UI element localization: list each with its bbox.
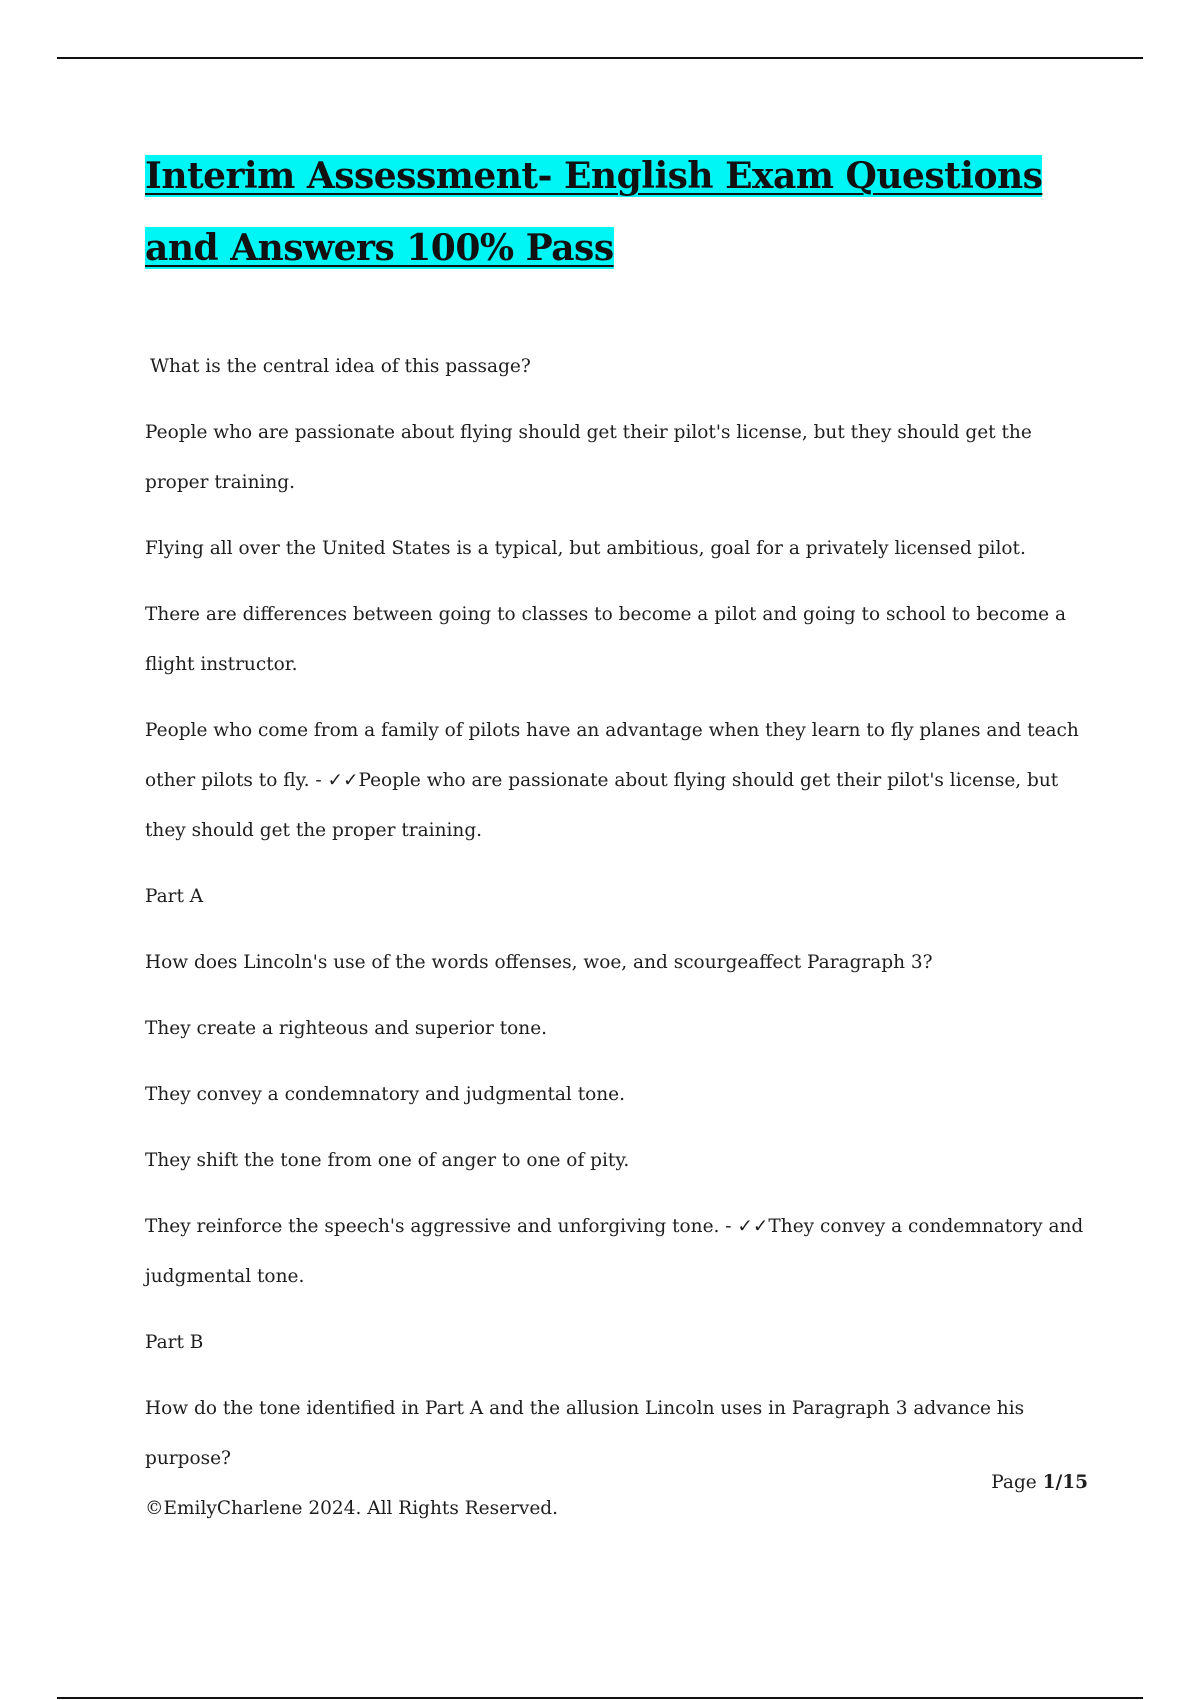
question-2-option-1: They create a righteous and superior tone. [145,1018,548,1039]
question-1: What is the central idea of this passage? [150,356,531,377]
document-title-text: Interim Assessment- English Exam Questions and Answers 100% Pass [145,155,1043,269]
part-b-heading: Part B [145,1332,204,1353]
part-a-heading: Part A [145,886,204,907]
question-1-option-4-answer: People who come from a family of pilots have an advantage when they learn to fly planes and teach other pilots to fly. - ✓✓People who are passionate about flying should get their pilot's license, but they should get the proper training. [145,720,1079,841]
question-1-option-2: Flying all over the United States is a typical, but ambitious, goal for a privately licensed pilot. [145,538,1026,559]
document-title [145,140,1105,284]
page-number: 1/15 [1042,1472,1088,1493]
question-2-option-4-answer: They reinforce the speech's aggressive and unforgiving tone. - ✓✓They convey a condemnatory and judgmental tone. [145,1216,1084,1287]
question-3: How do the tone identified in Part A and the allusion Lincoln uses in Paragraph 3 advance his purpose? [145,1398,1025,1469]
question-1-option-1: People who are passionate about flying should get their pilot's license, but they should get the proper training. [145,422,1032,493]
copyright-notice: ©EmilyCharlene 2024. All Rights Reserved. [145,1498,558,1519]
question-2-option-3: They shift the tone from one of anger to one of pity. [145,1150,630,1171]
header-rule [57,57,1143,59]
page-indicator [991,1472,1088,1493]
document-body [145,342,1095,1500]
page-label: Page [991,1472,1043,1493]
question-1-option-3: There are differences between going to classes to become a pilot and going to school to become a flight instructor. [145,604,1066,675]
question-2: How does Lincoln's use of the words offenses, woe, and scourgeaffect Paragraph 3? [145,952,933,973]
question-2-option-2: They convey a condemnatory and judgmental tone. [145,1084,626,1105]
footer-rule [57,1697,1143,1699]
